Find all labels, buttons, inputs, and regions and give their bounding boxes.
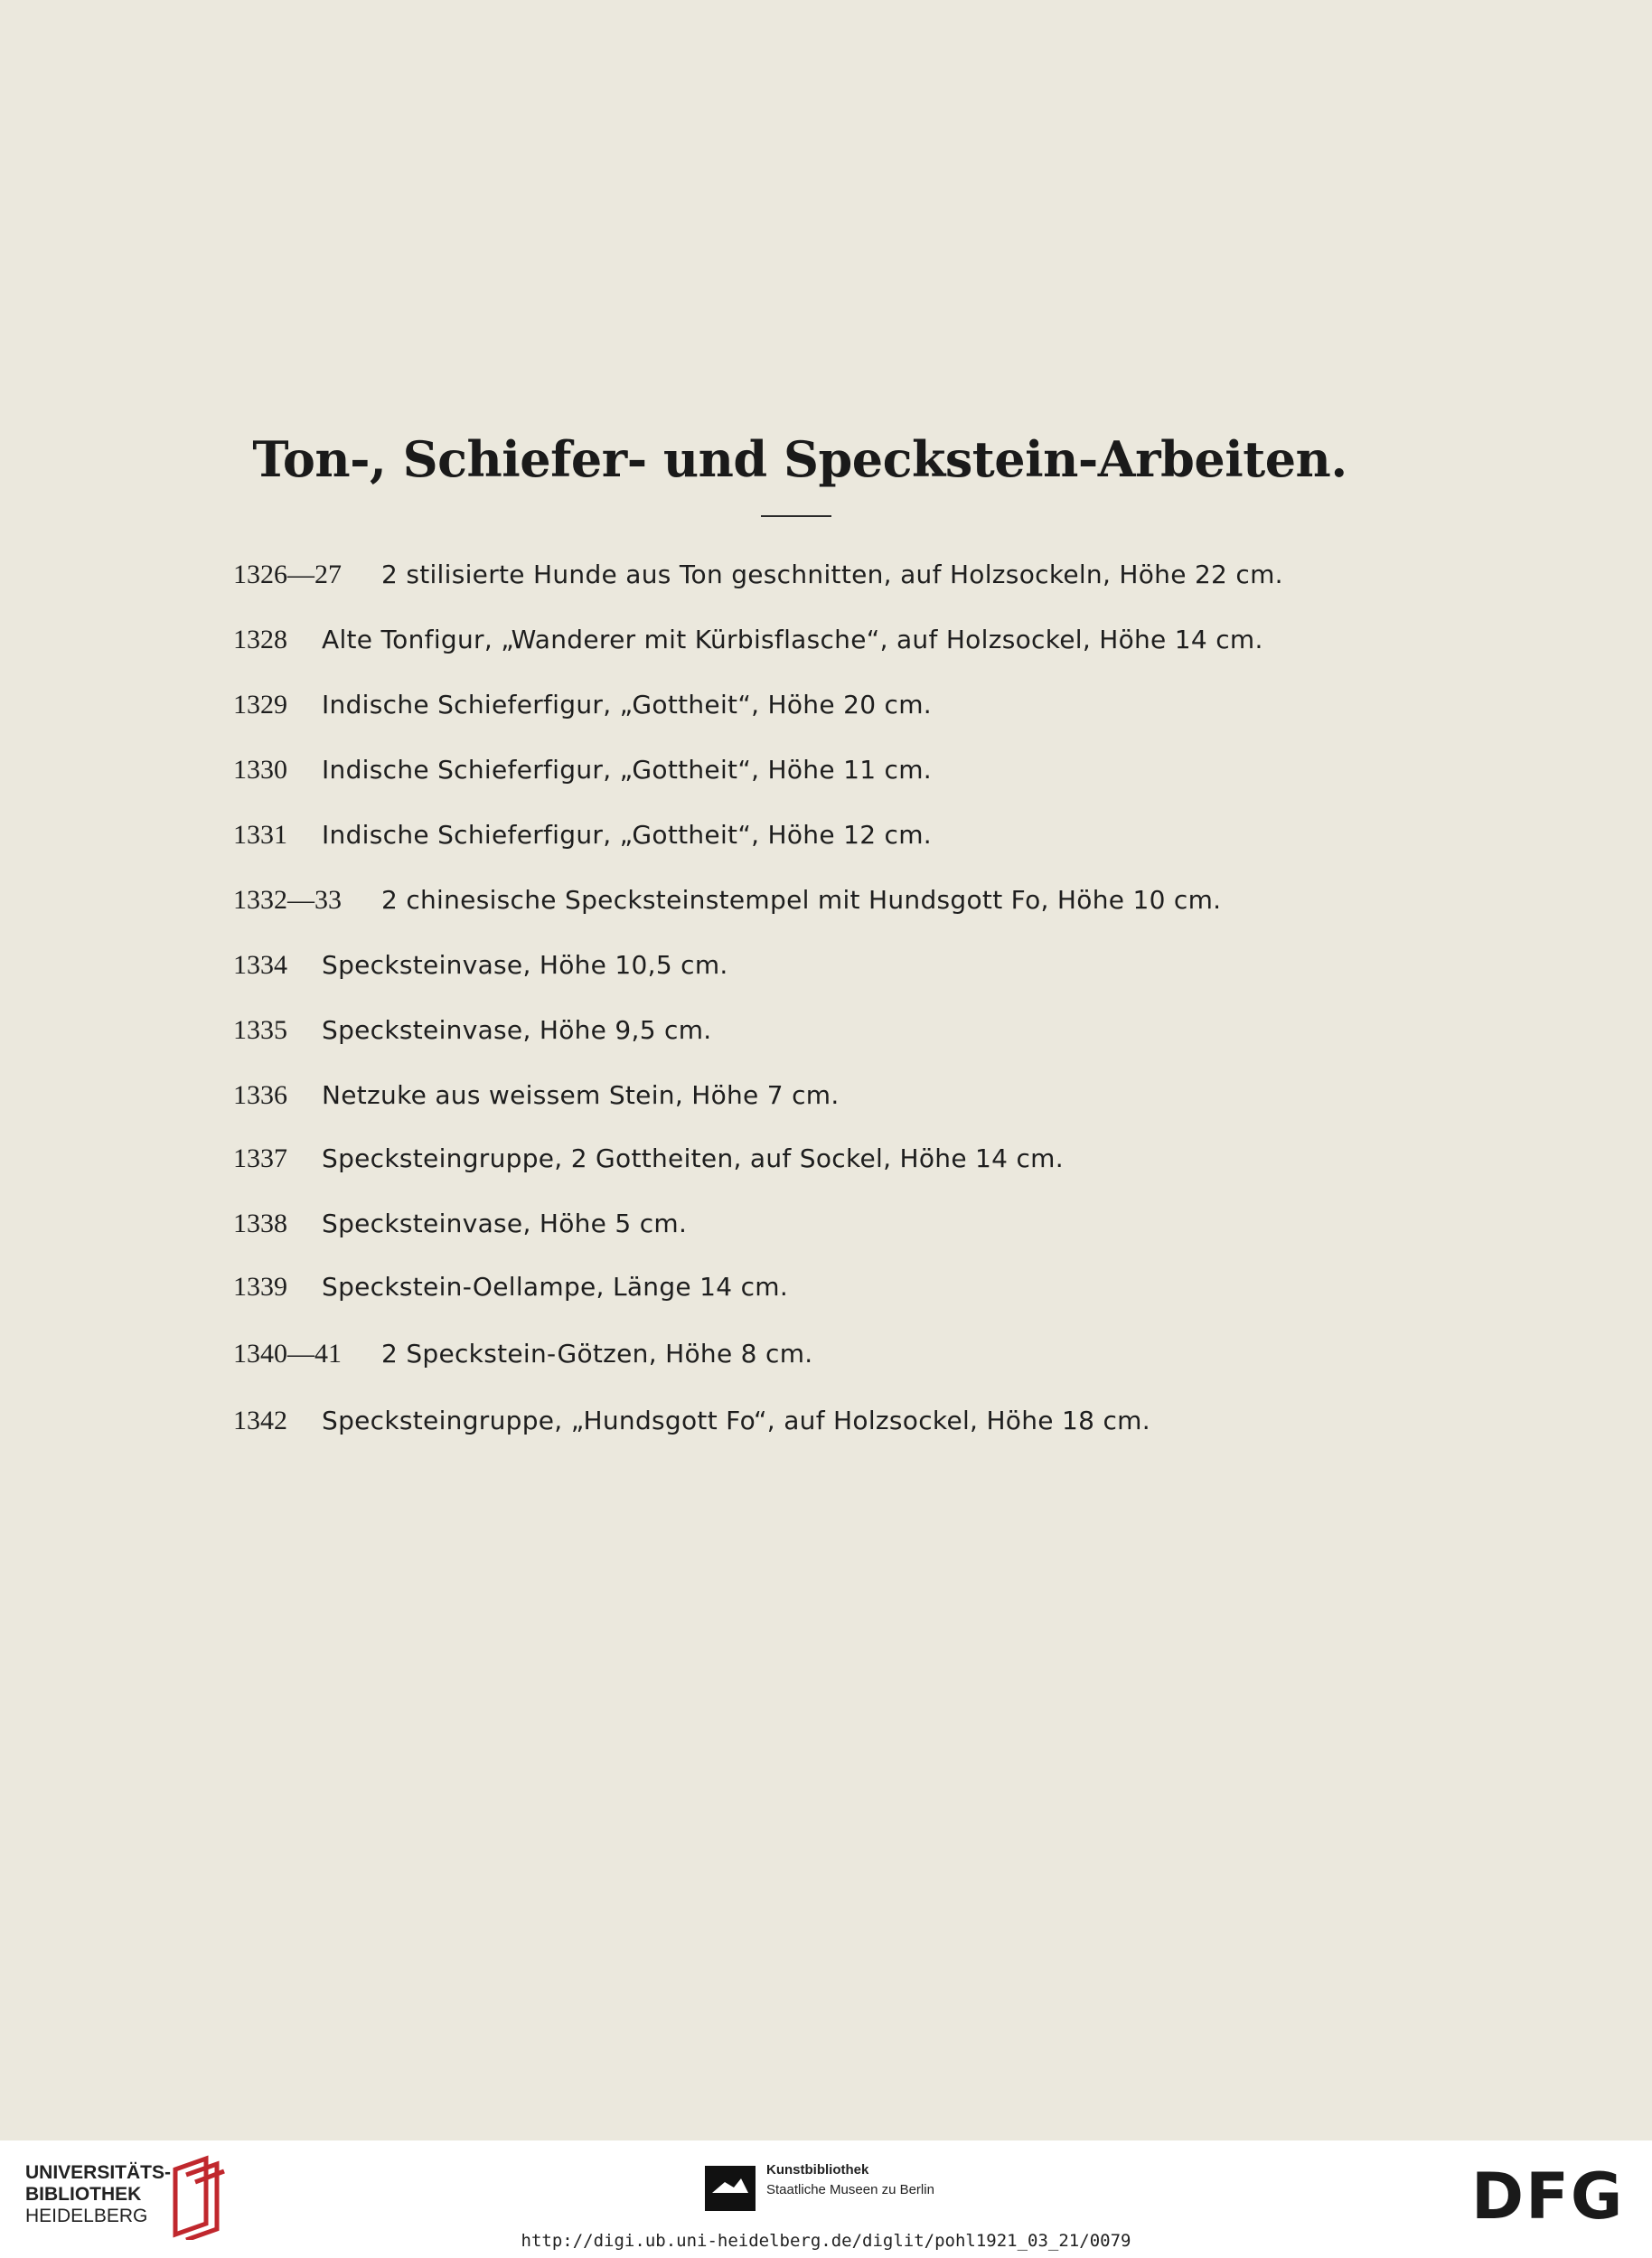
catalog-entry	[233, 553, 1283, 595]
entry-number: 1339	[233, 1272, 287, 1302]
catalog-entry	[233, 1202, 687, 1244]
catalog-entry	[233, 944, 728, 985]
entry-number: 1326—27	[233, 560, 342, 589]
entry-number: 1336	[233, 1080, 287, 1110]
footer-bar	[0, 2140, 1652, 2258]
entry-text: Specksteinvase, Höhe 10,5 cm.	[322, 950, 728, 980]
entry-text: Indische Schieferfigur, „Gottheit“, Höhe 11 cm.	[322, 755, 932, 785]
catalog-entry	[233, 1265, 788, 1307]
dfg-logo[interactable]: DFG	[1471, 2159, 1625, 2234]
entry-text: Netzuke aus weissem Stein, Höhe 7 cm.	[322, 1080, 840, 1110]
catalog-entry	[233, 1399, 1150, 1441]
ub-book-icon	[170, 2153, 228, 2240]
entry-number: 1337	[233, 1143, 287, 1173]
catalog-entry	[233, 879, 1221, 920]
ub-logo-line: BIBLIOTHEK	[25, 2184, 142, 2205]
entry-number: 1330	[233, 755, 287, 785]
kb-title: Kunstbibliothek	[766, 2162, 869, 2178]
page-title: Ton-, Schiefer- und Speckstein-Arbeiten.	[252, 430, 1347, 488]
entry-text: 2 stilisierte Hunde aus Ton geschnitten, auf Holzsockeln, Höhe 22 cm.	[381, 560, 1283, 589]
entry-number: 1334	[233, 950, 287, 980]
entry-text: 2 chinesische Specksteinstempel mit Hundsgott Fo, Höhe 10 cm.	[381, 885, 1222, 915]
catalog-entry	[233, 748, 932, 790]
entry-number: 1338	[233, 1209, 287, 1238]
entry-text: Specksteinvase, Höhe 5 cm.	[322, 1209, 688, 1238]
kb-subtitle: Staatliche Museen zu Berlin	[766, 2182, 934, 2197]
catalog-entry	[233, 1009, 712, 1050]
entry-number: 1332—33	[233, 885, 342, 915]
kunstbibliothek-label[interactable]	[766, 2160, 934, 2200]
page-url[interactable]: http://digi.ub.uni-heidelberg.de/diglit/pohl1921_03_21/0079	[521, 2231, 1131, 2251]
entry-text: Alte Tonfigur, „Wanderer mit Kürbisflasche“, auf Holzsockel, Höhe 14 cm.	[322, 625, 1263, 654]
entry-number: 1331	[233, 820, 287, 850]
ub-logo-line: HEIDELBERG	[25, 2206, 148, 2226]
entry-number: 1335	[233, 1015, 287, 1045]
entry-text: Indische Schieferfigur, „Gottheit“, Höhe 20 cm.	[322, 690, 932, 720]
ub-logo-line: UNIVERSITÄTS-	[25, 2162, 172, 2183]
kunstbibliothek-logo-icon	[705, 2166, 756, 2211]
entry-text: Speckstein-Oellampe, Länge 14 cm.	[322, 1272, 789, 1302]
catalog-entry	[233, 1074, 840, 1115]
entry-number: 1342	[233, 1406, 287, 1435]
catalog-entry	[233, 1332, 812, 1374]
entry-number: 1328	[233, 625, 287, 654]
catalog-entry	[233, 814, 932, 855]
entry-number: 1329	[233, 690, 287, 720]
title-divider	[761, 515, 831, 517]
entry-text: 2 Speckstein-Götzen, Höhe 8 cm.	[381, 1339, 813, 1369]
catalog-entry	[233, 1137, 1064, 1179]
entry-text: Specksteingruppe, 2 Gottheiten, auf Sockel, Höhe 14 cm.	[322, 1143, 1064, 1173]
catalog-entry	[233, 683, 932, 725]
catalog-entry	[233, 618, 1263, 660]
entry-text: Indische Schieferfigur, „Gottheit“, Höhe 12 cm.	[322, 820, 932, 850]
entry-text: Specksteingruppe, „Hundsgott Fo“, auf Holzsockel, Höhe 18 cm.	[322, 1406, 1150, 1435]
ub-heidelberg-logo[interactable]	[25, 2162, 171, 2227]
entry-number: 1340—41	[233, 1339, 342, 1369]
entry-text: Specksteinvase, Höhe 9,5 cm.	[322, 1015, 712, 1045]
